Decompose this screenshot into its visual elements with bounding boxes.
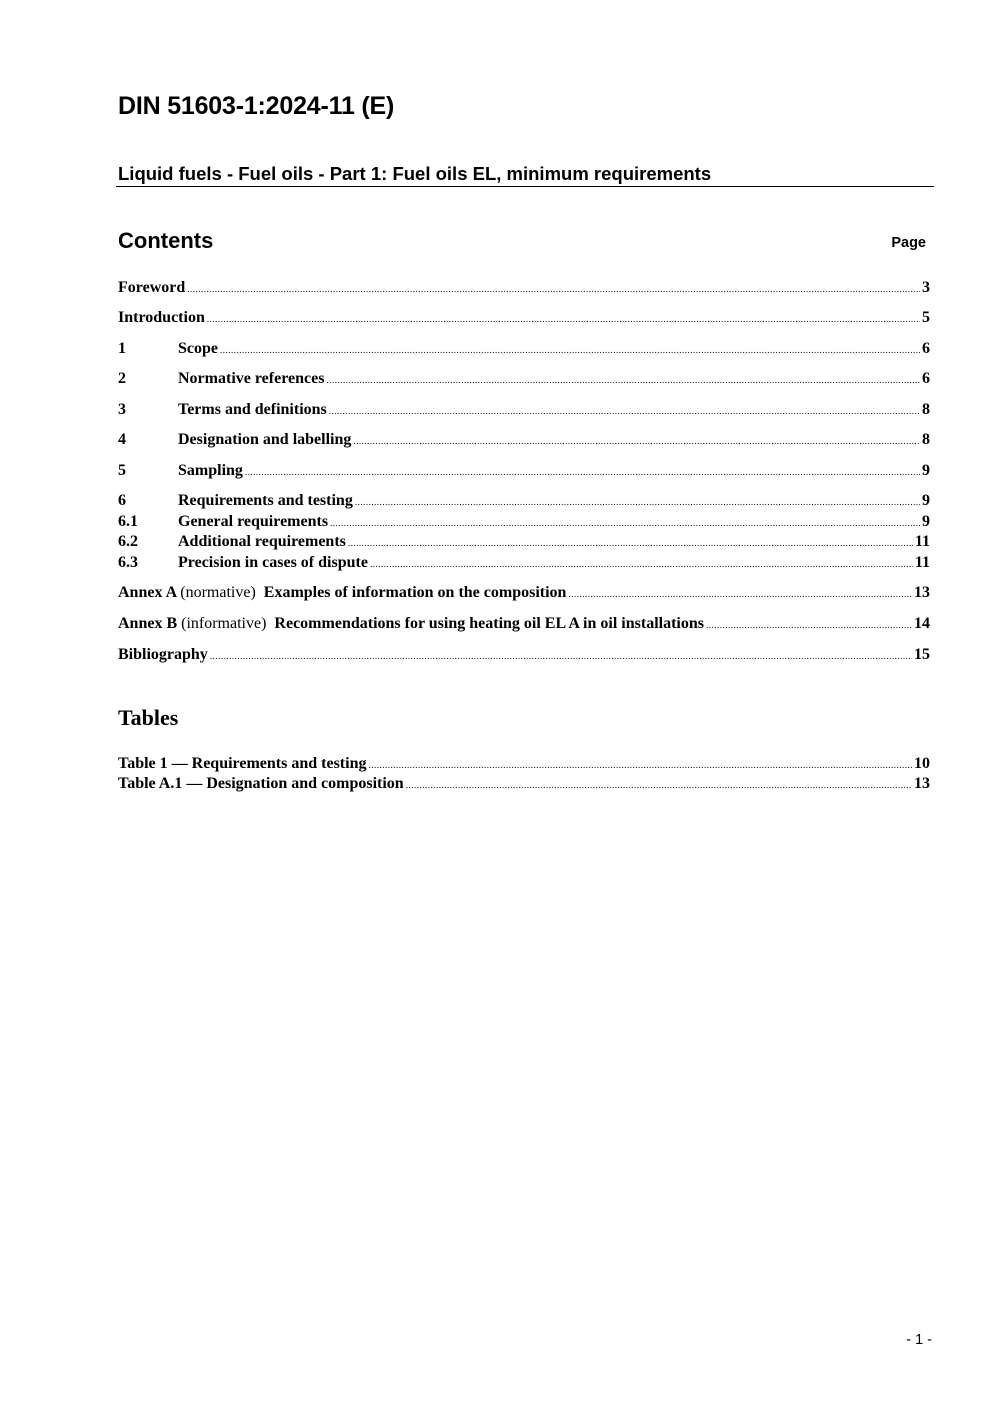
toc-entry-annex-b[interactable] bbox=[118, 614, 930, 635]
toc-page: 10 bbox=[914, 755, 930, 772]
annex-title: Recommendations for using heating oil EL A in oil installations bbox=[274, 615, 704, 632]
toc-title: Normative references bbox=[178, 370, 325, 387]
toc-entry-annex-a[interactable] bbox=[118, 583, 930, 604]
toc-title: Sampling bbox=[178, 462, 243, 479]
toc-number: 5 bbox=[118, 462, 126, 479]
toc-number: 6.1 bbox=[118, 513, 138, 530]
dot-leader bbox=[326, 370, 920, 390]
toc-entry-terms-definitions[interactable] bbox=[118, 400, 930, 421]
document-id: DIN 51603-1:2024-11 (E) bbox=[118, 92, 395, 120]
toc-entry-scope[interactable] bbox=[118, 339, 930, 360]
toc-page: 3 bbox=[922, 279, 930, 296]
dot-leader bbox=[207, 309, 920, 329]
toc-title: Introduction bbox=[118, 309, 205, 326]
dot-leader bbox=[210, 646, 912, 666]
annex-type: (informative) bbox=[181, 615, 267, 632]
toc-number: 4 bbox=[118, 431, 126, 448]
toc-entry-designation-labelling[interactable] bbox=[118, 430, 930, 451]
toc-title: Bibliography bbox=[118, 646, 208, 663]
page-number: - 1 - bbox=[906, 1332, 932, 1348]
dot-leader bbox=[353, 431, 920, 451]
dot-leader bbox=[245, 462, 920, 482]
toc-page: 5 bbox=[922, 309, 930, 326]
toc-entry-additional-requirements[interactable] bbox=[118, 532, 930, 553]
annex-label: Annex B bbox=[118, 615, 178, 632]
toc-page: 8 bbox=[922, 401, 930, 418]
toc-entry-requirements-testing[interactable] bbox=[118, 491, 930, 512]
toc-entry-general-requirements[interactable] bbox=[118, 512, 930, 533]
toc-number: 1 bbox=[118, 340, 126, 357]
dot-leader bbox=[348, 533, 913, 553]
toc-entry-normative-references[interactable] bbox=[118, 369, 930, 390]
dot-leader bbox=[406, 775, 912, 795]
dot-leader bbox=[187, 279, 920, 299]
dot-leader bbox=[368, 755, 912, 775]
toc-page: 9 bbox=[922, 462, 930, 479]
dot-leader bbox=[706, 615, 912, 635]
annex-title: Examples of information on the composition bbox=[263, 584, 567, 601]
annex-type: (normative) bbox=[180, 584, 256, 601]
table-entry-table-1[interactable] bbox=[118, 754, 930, 775]
dot-leader bbox=[220, 340, 920, 360]
toc-page: 8 bbox=[922, 431, 930, 448]
toc-page: 14 bbox=[914, 615, 930, 632]
toc-page: 15 bbox=[914, 646, 930, 663]
toc-title: Foreword bbox=[118, 279, 186, 296]
toc-number: 6 bbox=[118, 492, 126, 509]
dot-leader bbox=[355, 492, 920, 512]
toc-number: 3 bbox=[118, 401, 126, 418]
toc-title: General requirements bbox=[178, 513, 329, 530]
toc-title: Terms and definitions bbox=[178, 401, 327, 418]
tables-heading: Tables bbox=[118, 705, 179, 730]
toc-title bbox=[118, 583, 566, 603]
toc-title: Requirements and testing bbox=[178, 492, 353, 509]
toc-page: 13 bbox=[914, 775, 930, 792]
title-rule bbox=[116, 186, 934, 187]
toc-entry-sampling[interactable] bbox=[118, 461, 930, 482]
dot-leader bbox=[329, 401, 920, 421]
dot-leader bbox=[330, 513, 920, 533]
toc-page: 6 bbox=[922, 340, 930, 357]
toc-page: 6 bbox=[922, 370, 930, 387]
toc-entry-bibliography[interactable] bbox=[118, 645, 930, 666]
toc-title: Additional requirements bbox=[178, 533, 346, 550]
toc-page: 9 bbox=[922, 492, 930, 509]
toc-number: 6.2 bbox=[118, 533, 138, 550]
table-entry-table-a1[interactable] bbox=[118, 774, 930, 795]
toc-page: 13 bbox=[914, 584, 930, 601]
toc-entry-precision-dispute[interactable] bbox=[118, 553, 930, 574]
toc-entry-introduction[interactable] bbox=[118, 308, 930, 329]
toc-page: 11 bbox=[914, 533, 930, 550]
toc-number: 6.3 bbox=[118, 554, 138, 571]
toc-number: 2 bbox=[118, 370, 126, 387]
toc-title: Table 1 — Requirements and testing bbox=[118, 755, 367, 772]
toc-title: Precision in cases of dispute bbox=[178, 554, 368, 571]
dot-leader bbox=[370, 554, 913, 574]
toc-title: Designation and labelling bbox=[178, 431, 352, 448]
dot-leader bbox=[568, 584, 912, 604]
contents-heading: Contents bbox=[118, 228, 214, 253]
toc-title: Scope bbox=[178, 340, 218, 357]
document-subtitle: Liquid fuels - Fuel oils - Part 1: Fuel oils EL, minimum requirements bbox=[118, 163, 712, 184]
page-column-label: Page bbox=[891, 235, 926, 251]
toc-page: 9 bbox=[922, 513, 930, 530]
toc-page: 11 bbox=[914, 554, 930, 571]
toc-entry-foreword[interactable] bbox=[118, 278, 930, 299]
annex-label: Annex A bbox=[118, 584, 177, 601]
toc-title bbox=[118, 614, 704, 634]
toc-title: Table A.1 — Designation and composition bbox=[118, 775, 404, 792]
